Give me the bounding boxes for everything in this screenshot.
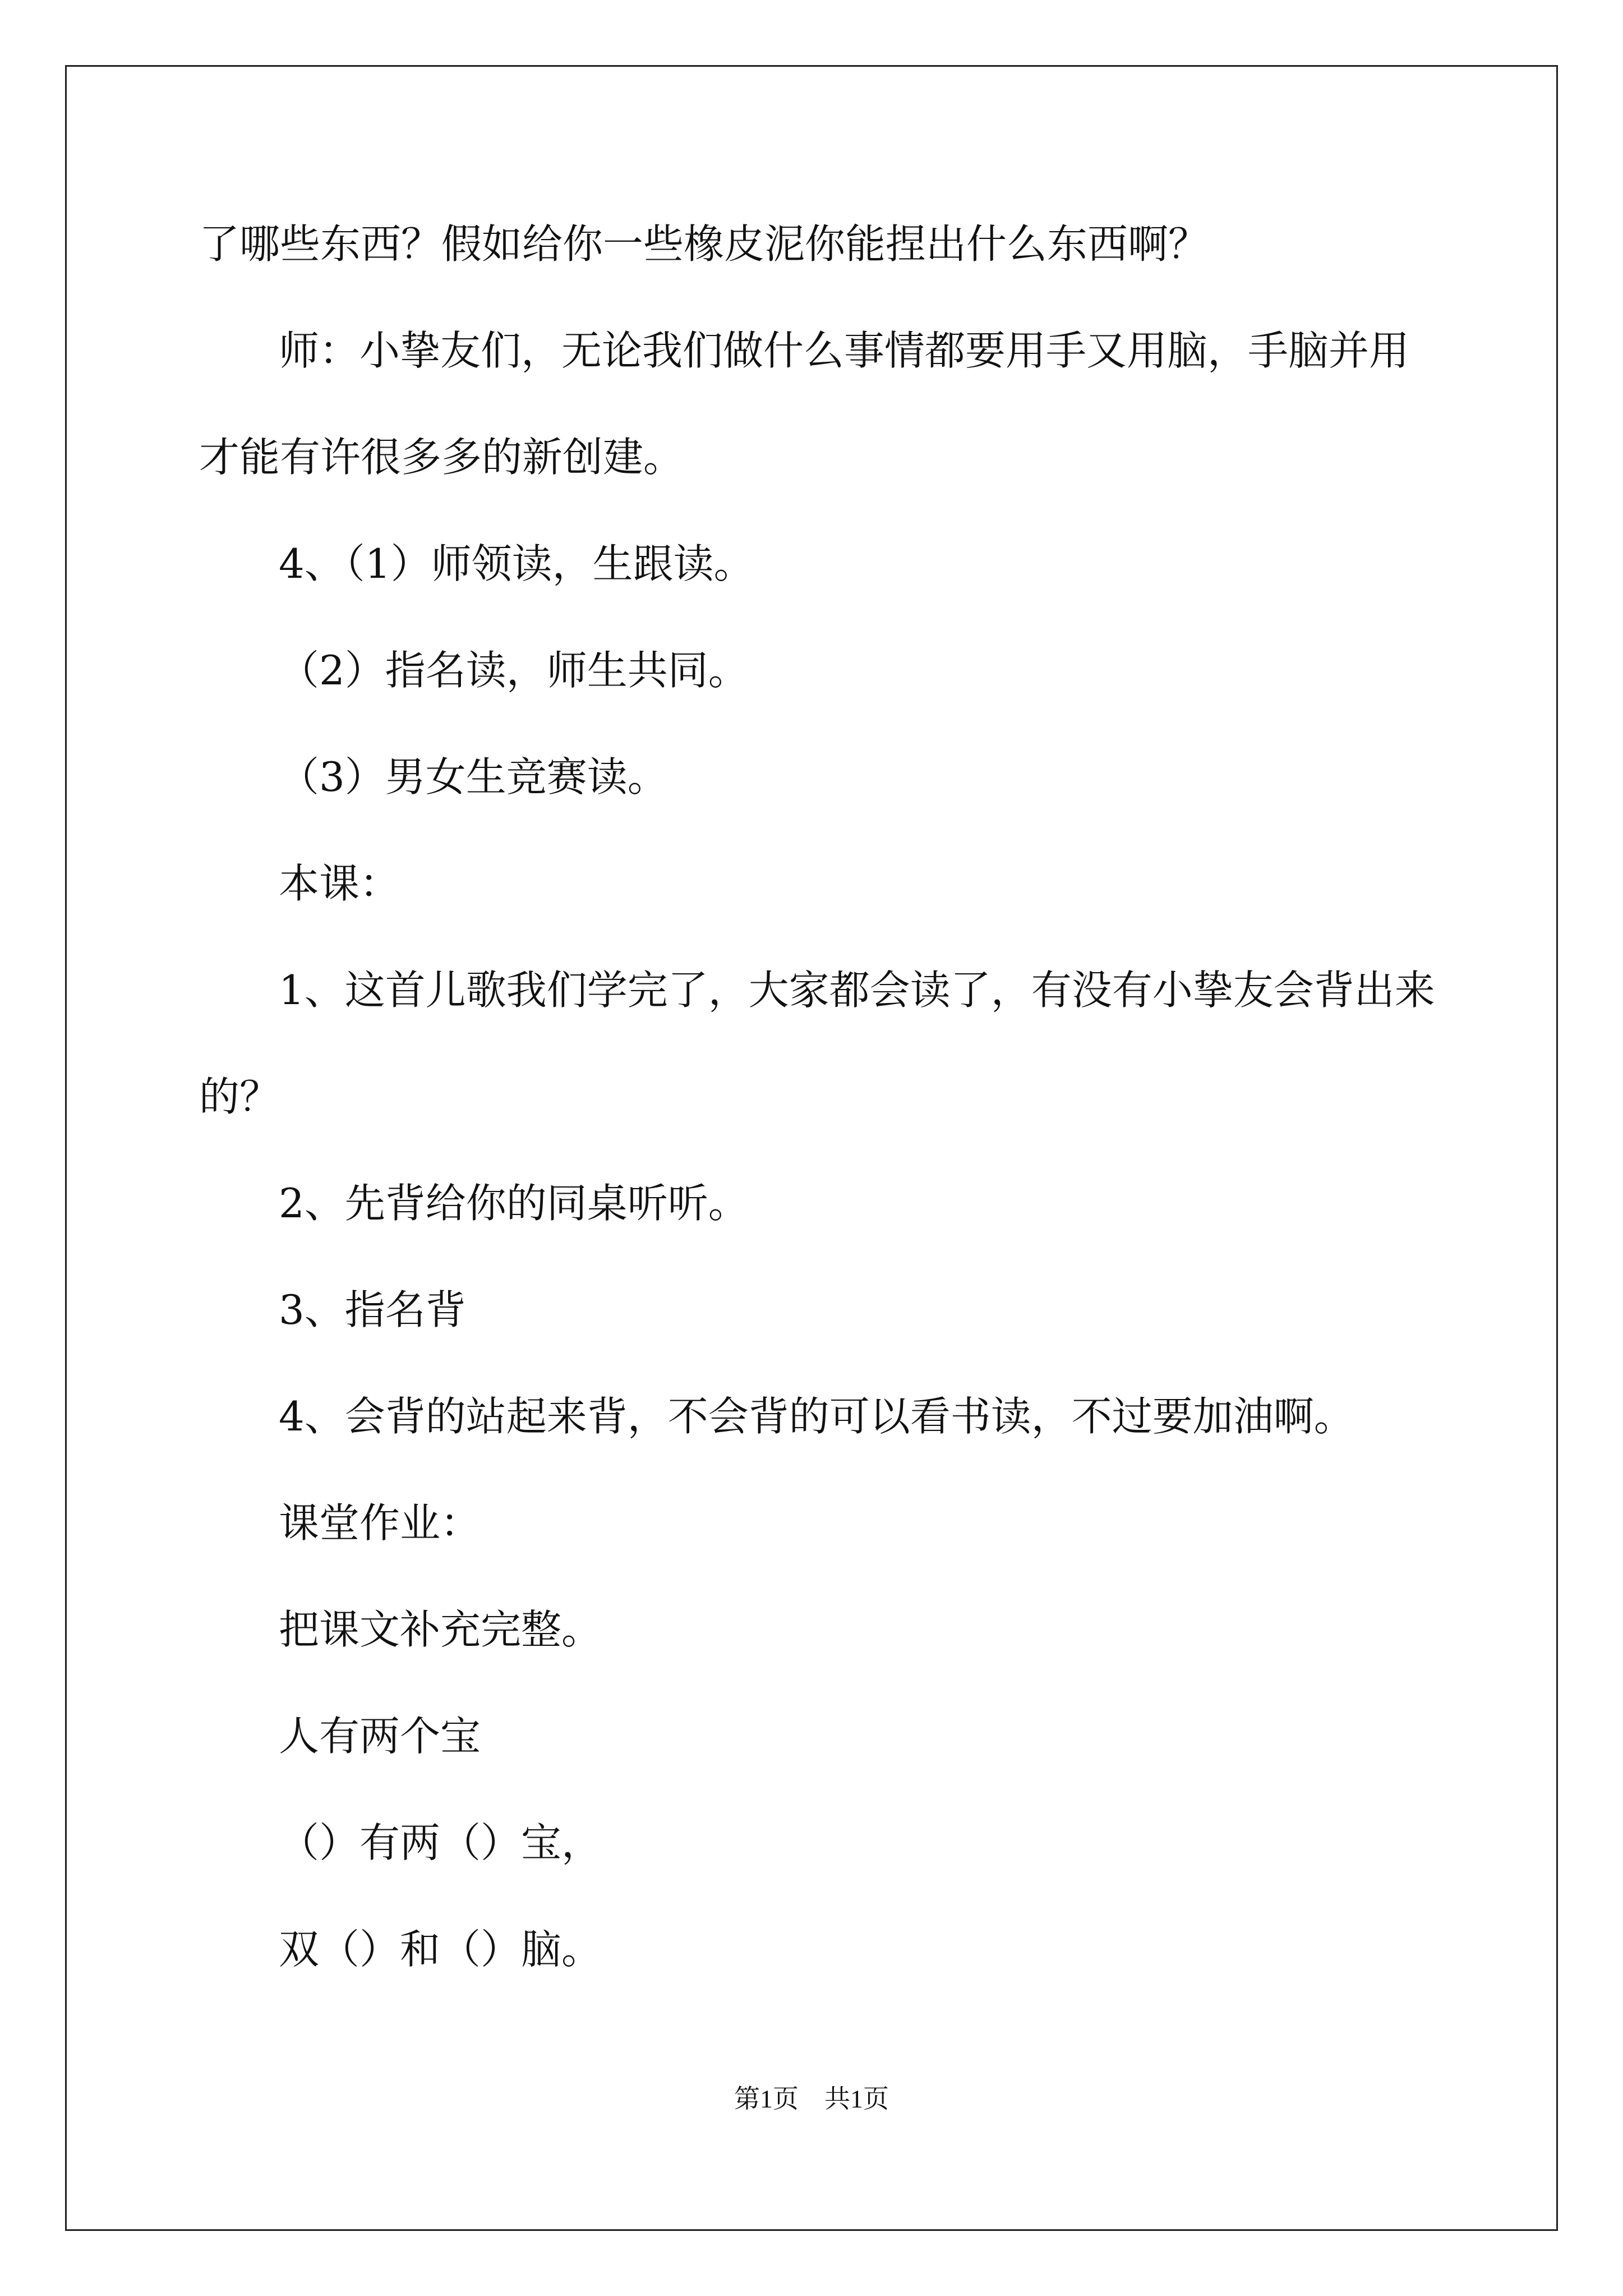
text-line-8: 1、这首儿歌我们学完了，大家都会读了，有没有小挚友会背出来 <box>279 967 1435 1014</box>
text-line-6: （3）男女生竞赛读。 <box>279 753 668 800</box>
text-line-11: 3、指名背 <box>279 1286 466 1333</box>
text-line-13: 课堂作业： <box>279 1499 481 1547</box>
text-line-3: 才能有许很多多的新创建。 <box>199 434 684 481</box>
text-line-7: 本课： <box>279 860 400 907</box>
text-line-9: 的？ <box>199 1073 280 1120</box>
text-line-1: 了哪些东西？假如给你一些橡皮泥你能捏出什么东西啊？ <box>199 220 1209 268</box>
text-line-14: 把课文补充完整。 <box>279 1606 602 1653</box>
page-footer: 第1页 共1页 <box>734 2085 889 2113</box>
text-line-10: 2、先背给你的同桌听听。 <box>279 1180 749 1227</box>
text-line-2: 师：小挚友们，无论我们做什么事情都要用手又用脑，手脑并用 <box>279 327 1410 374</box>
text-line-15: 人有两个宝 <box>279 1713 481 1760</box>
text-line-16: （）有两（）宝， <box>279 1819 602 1866</box>
text-line-4: 4、（1）师领读，生跟读。 <box>279 540 754 587</box>
page-border <box>65 65 1558 2231</box>
text-line-17: 双（）和（）脑。 <box>279 1926 602 1973</box>
text-line-12: 4、会背的站起来背，不会背的可以看书读，不过要加油啊。 <box>279 1393 1354 1440</box>
text-line-5: （2）指名读，师生共同。 <box>279 647 749 694</box>
